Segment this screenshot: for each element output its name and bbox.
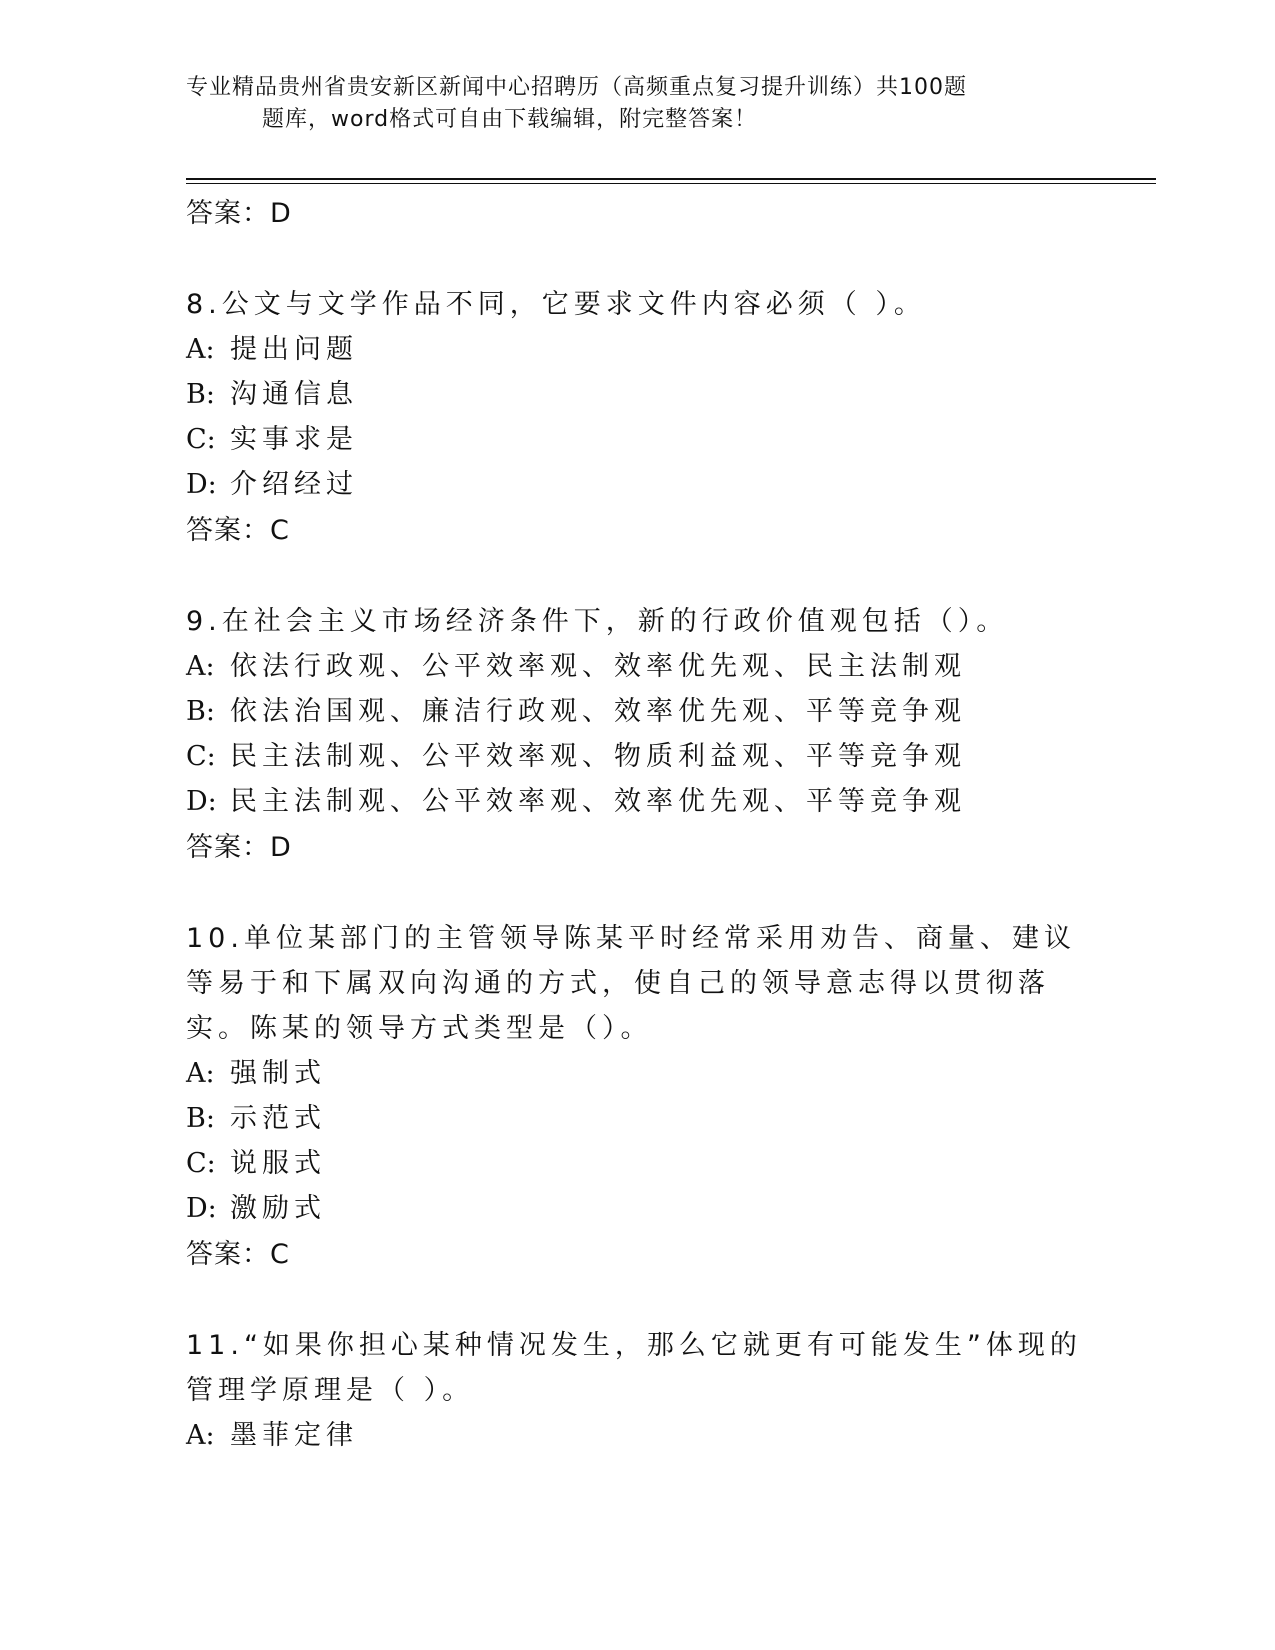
question-text: 10.单位某部门的主管领导陈某平时经常采用劝告、商量、建议等易于和下属双向沟通的方式，使自己的领导意志得以贯彻落实。陈某的领导方式类型是（）。 — [186, 923, 1076, 1044]
question-text: 8.公文与文学作品不同，它要求文件内容必须（ ）。 — [186, 289, 926, 320]
option-key: B: — [186, 379, 215, 410]
option-d — [186, 462, 1086, 507]
question-block-9 — [186, 599, 1086, 872]
option-text: 民主法制观、公平效率观、物质利益观、平等竞争观 — [230, 741, 966, 772]
option-key: A: — [186, 1420, 215, 1451]
option-key: D: — [186, 1193, 217, 1224]
option-key: D: — [186, 469, 217, 500]
header-title-line1: 专业精品贵州省贵安新区新闻中心招聘历（高频重点复习提升训练）共100题 — [186, 75, 967, 100]
option-d — [186, 779, 1086, 824]
option-key: C: — [186, 424, 216, 455]
answer-line: 答案：C — [186, 1239, 290, 1270]
option-text: 激励式 — [230, 1193, 326, 1224]
page-header — [186, 72, 1066, 136]
answer-line: 答案：D — [186, 832, 292, 863]
option-b — [186, 689, 1086, 734]
option-text: 依法行政观、公平效率观、效率优先观、民主法制观 — [230, 651, 966, 682]
option-a — [186, 644, 1086, 689]
option-c — [186, 1141, 1086, 1186]
question-list — [186, 190, 1086, 1458]
option-key: A: — [186, 651, 215, 682]
question-block-8 — [186, 282, 1086, 555]
option-text: 墨菲定律 — [230, 1420, 358, 1451]
question-text: 11.“如果你担心某种情况发生，那么它就更有可能发生”体现的管理学原理是（ ）。 — [186, 1330, 1082, 1406]
option-c — [186, 417, 1086, 462]
question-block-10 — [186, 916, 1086, 1279]
option-text: 提出问题 — [230, 334, 358, 365]
header-divider-thin — [186, 183, 1156, 184]
option-key: B: — [186, 1103, 215, 1134]
option-key: A: — [186, 334, 215, 365]
option-key: C: — [186, 741, 216, 772]
option-b — [186, 1096, 1086, 1141]
header-title-line2: 题库，word格式可自由下载编辑，附完整答案！ — [262, 107, 758, 132]
option-text: 介绍经过 — [230, 469, 358, 500]
option-key: D: — [186, 786, 217, 817]
option-b — [186, 372, 1086, 417]
question-text: 9.在社会主义市场经济条件下，新的行政价值观包括（）。 — [186, 606, 1009, 637]
question-block-11 — [186, 1323, 1086, 1458]
option-key: B: — [186, 696, 215, 727]
option-a — [186, 1413, 1086, 1458]
option-key: A: — [186, 1058, 215, 1089]
option-a — [186, 327, 1086, 372]
answer-line: 答案：C — [186, 515, 290, 546]
option-text: 沟通信息 — [230, 379, 358, 410]
answer-line: 答案：D — [186, 198, 292, 229]
option-text: 民主法制观、公平效率观、效率优先观、平等竞争观 — [230, 786, 966, 817]
option-text: 强制式 — [230, 1058, 326, 1089]
header-divider-thick — [186, 178, 1156, 180]
option-a — [186, 1051, 1086, 1096]
option-text: 实事求是 — [230, 424, 358, 455]
option-text: 示范式 — [230, 1103, 326, 1134]
option-c — [186, 734, 1086, 779]
option-text: 说服式 — [230, 1148, 326, 1179]
option-text: 依法治国观、廉洁行政观、效率优先观、平等竞争观 — [230, 696, 966, 727]
option-d — [186, 1186, 1086, 1231]
option-key: C: — [186, 1148, 216, 1179]
